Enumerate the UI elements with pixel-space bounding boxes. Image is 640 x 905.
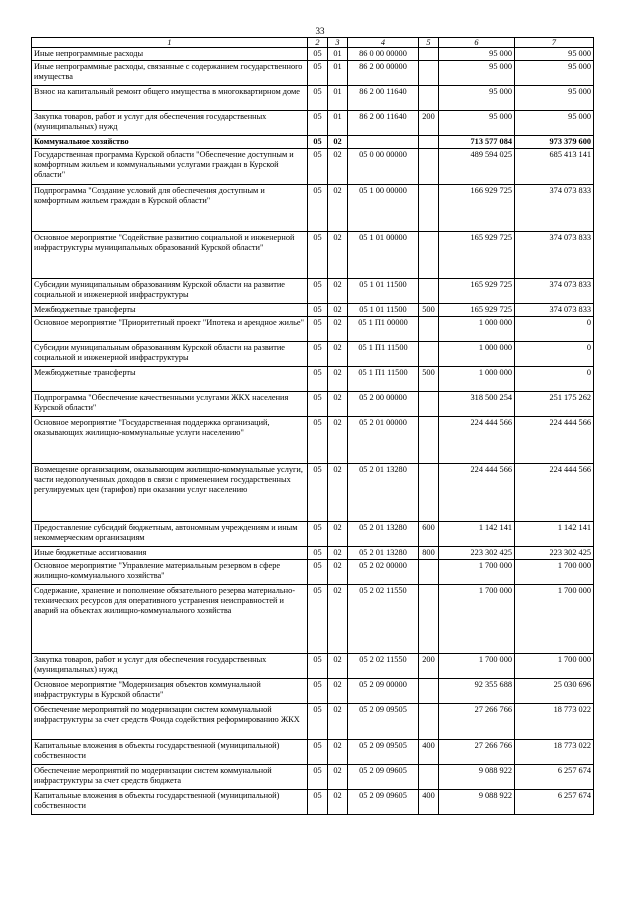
row-amount-2: 374 073 833	[515, 185, 594, 232]
table-row	[32, 317, 594, 342]
table-row	[32, 136, 594, 149]
row-expense-type	[419, 585, 439, 654]
row-amount-1: 224 444 566	[439, 417, 515, 464]
row-subsection: 01	[328, 86, 348, 111]
row-amount-1: 318 500 254	[439, 392, 515, 417]
row-section: 05	[308, 560, 328, 585]
row-target-article: 05 1 00 00000	[348, 185, 419, 232]
row-amount-2: 374 073 833	[515, 304, 594, 317]
row-section: 05	[308, 149, 328, 185]
table-row	[32, 704, 594, 740]
row-target-article: 05 2 02 11550	[348, 654, 419, 679]
row-subsection: 02	[328, 317, 348, 342]
row-section: 05	[308, 547, 328, 560]
row-subsection: 02	[328, 279, 348, 304]
row-amount-1: 165 929 725	[439, 232, 515, 279]
table-row	[32, 765, 594, 790]
row-name: Иные непрограммные расходы	[32, 48, 308, 61]
row-section: 05	[308, 765, 328, 790]
row-amount-1: 224 444 566	[439, 464, 515, 522]
row-amount-2: 95 000	[515, 61, 594, 86]
row-amount-2: 251 175 262	[515, 392, 594, 417]
row-section: 05	[308, 522, 328, 547]
row-subsection: 02	[328, 679, 348, 704]
row-amount-1: 1 000 000	[439, 317, 515, 342]
row-subsection: 02	[328, 185, 348, 232]
row-amount-1: 95 000	[439, 61, 515, 86]
row-subsection: 02	[328, 149, 348, 185]
column-header: 5	[419, 38, 439, 48]
row-expense-type: 200	[419, 111, 439, 136]
row-section: 05	[308, 464, 328, 522]
row-section: 05	[308, 392, 328, 417]
row-subsection: 02	[328, 704, 348, 740]
row-target-article: 86 2 00 11640	[348, 86, 419, 111]
row-amount-2: 1 700 000	[515, 560, 594, 585]
row-subsection: 02	[328, 232, 348, 279]
row-expense-type: 400	[419, 740, 439, 765]
table-row	[32, 790, 594, 815]
table-row	[32, 342, 594, 367]
row-name: Капитальные вложения в объекты государственной (муниципальной) собственности	[32, 740, 308, 765]
row-expense-type: 500	[419, 304, 439, 317]
column-header: 7	[515, 38, 594, 48]
row-subsection: 02	[328, 585, 348, 654]
row-target-article: 05 1 П1 11500	[348, 342, 419, 367]
table-row	[32, 679, 594, 704]
row-target-article: 05 2 02 00000	[348, 560, 419, 585]
row-name: Субсидии муниципальным образованиям Курской области на развитие социальной и инженерной инфраструктуры	[32, 342, 308, 367]
table-row	[32, 560, 594, 585]
table-row	[32, 522, 594, 547]
column-header: 1	[32, 38, 308, 48]
table-row	[32, 185, 594, 232]
row-section: 05	[308, 185, 328, 232]
row-target-article: 05 2 09 00000	[348, 679, 419, 704]
row-amount-2: 6 257 674	[515, 765, 594, 790]
row-target-article: 86 0 00 00000	[348, 48, 419, 61]
row-section: 05	[308, 740, 328, 765]
row-expense-type: 200	[419, 654, 439, 679]
budget-table	[31, 37, 594, 815]
row-section: 05	[308, 417, 328, 464]
row-amount-2: 224 444 566	[515, 417, 594, 464]
row-expense-type	[419, 232, 439, 279]
table-row	[32, 367, 594, 392]
row-expense-type: 600	[419, 522, 439, 547]
row-target-article	[348, 136, 419, 149]
column-header: 2	[308, 38, 328, 48]
row-amount-2: 223 302 425	[515, 547, 594, 560]
table-row	[32, 48, 594, 61]
row-subsection: 02	[328, 304, 348, 317]
row-name: Обеспечение мероприятий по модернизации систем коммунальной инфраструктуры за счет средств бюджета	[32, 765, 308, 790]
table-row	[32, 304, 594, 317]
row-amount-2: 1 700 000	[515, 585, 594, 654]
row-amount-1: 95 000	[439, 86, 515, 111]
row-expense-type	[419, 464, 439, 522]
row-section: 05	[308, 232, 328, 279]
row-name: Закупка товаров, работ и услуг для обеспечения государственных (муниципальных) нужд	[32, 111, 308, 136]
row-name: Основное мероприятие "Управление материальным резервом в сфере жилищно-коммунального хозяйства"	[32, 560, 308, 585]
row-subsection: 02	[328, 547, 348, 560]
row-target-article: 86 2 00 11640	[348, 111, 419, 136]
row-target-article: 05 0 00 00000	[348, 149, 419, 185]
row-amount-1: 489 594 025	[439, 149, 515, 185]
row-name: Межбюджетные трансферты	[32, 304, 308, 317]
row-target-article: 05 1 01 00000	[348, 232, 419, 279]
row-section: 05	[308, 111, 328, 136]
row-target-article: 05 2 01 13280	[348, 522, 419, 547]
row-amount-2: 224 444 566	[515, 464, 594, 522]
row-target-article: 05 2 09 09605	[348, 790, 419, 815]
row-amount-1: 1 142 141	[439, 522, 515, 547]
row-amount-1: 1 000 000	[439, 342, 515, 367]
row-name: Основное мероприятие "Содействие развитию социальной и инженерной инфраструктуры муниципальных образований Курской области"	[32, 232, 308, 279]
row-amount-2: 18 773 022	[515, 740, 594, 765]
row-name: Возмещение организациям, оказывающим жилищно-коммунальные услуги, части недополученных доходов в связи с применением государственных регулируемых цен (тарифов) при оказании услуг населению	[32, 464, 308, 522]
row-amount-1: 165 929 725	[439, 304, 515, 317]
row-amount-2: 0	[515, 317, 594, 342]
row-section: 05	[308, 317, 328, 342]
row-amount-2: 973 379 600	[515, 136, 594, 149]
row-section: 05	[308, 136, 328, 149]
row-target-article: 05 2 02 11550	[348, 585, 419, 654]
table-row	[32, 392, 594, 417]
column-header: 3	[328, 38, 348, 48]
row-amount-2: 374 073 833	[515, 279, 594, 304]
row-subsection: 02	[328, 136, 348, 149]
row-name: Иные бюджетные ассигнования	[32, 547, 308, 560]
row-expense-type	[419, 279, 439, 304]
row-subsection: 02	[328, 522, 348, 547]
row-section: 05	[308, 704, 328, 740]
row-expense-type: 800	[419, 547, 439, 560]
row-target-article: 05 2 09 09505	[348, 740, 419, 765]
row-expense-type: 400	[419, 790, 439, 815]
row-target-article: 05 1 01 11500	[348, 304, 419, 317]
row-name: Взнос на капитальный ремонт общего имущества в многоквартирном доме	[32, 86, 308, 111]
row-subsection: 02	[328, 790, 348, 815]
row-amount-2: 1 700 000	[515, 654, 594, 679]
row-amount-1: 1 700 000	[439, 654, 515, 679]
row-target-article: 05 2 00 00000	[348, 392, 419, 417]
row-section: 05	[308, 585, 328, 654]
row-subsection: 02	[328, 342, 348, 367]
row-name: Подпрограмма "Обеспечение качественными услугами ЖКХ населения Курской области"	[32, 392, 308, 417]
row-target-article: 05 2 01 13280	[348, 547, 419, 560]
row-name: Субсидии муниципальным образованиям Курской области на развитие социальной и инженерной инфраструктуры	[32, 279, 308, 304]
header-row	[32, 38, 594, 48]
column-header: 4	[348, 38, 419, 48]
row-name: Содержание, хранение и пополнение обязательного резерва материально-технических ресурсов для оперативного устранения неисправностей и аварий на объектах жилищно-коммунального хозяйства	[32, 585, 308, 654]
row-amount-2: 1 142 141	[515, 522, 594, 547]
row-expense-type	[419, 765, 439, 790]
row-amount-1: 92 355 688	[439, 679, 515, 704]
row-name: Иные непрограммные расходы, связанные с содержанием государственного имущества	[32, 61, 308, 86]
row-target-article: 05 1 П1 00000	[348, 317, 419, 342]
row-section: 05	[308, 86, 328, 111]
row-target-article: 05 2 09 09605	[348, 765, 419, 790]
row-amount-1: 27 266 766	[439, 704, 515, 740]
row-expense-type	[419, 48, 439, 61]
table-row	[32, 654, 594, 679]
row-amount-2: 374 073 833	[515, 232, 594, 279]
row-amount-2: 95 000	[515, 111, 594, 136]
row-expense-type	[419, 704, 439, 740]
row-name: Обеспечение мероприятий по модернизации систем коммунальной инфраструктуры за счет средств Фонда содействия реформированию ЖКХ	[32, 704, 308, 740]
table-row	[32, 417, 594, 464]
row-amount-1: 1 000 000	[439, 367, 515, 392]
row-amount-2: 95 000	[515, 48, 594, 61]
row-amount-1: 223 302 425	[439, 547, 515, 560]
row-expense-type	[419, 417, 439, 464]
row-subsection: 02	[328, 464, 348, 522]
row-expense-type	[419, 560, 439, 585]
row-name: Подпрограмма "Создание условий для обеспечения доступным и комфортным жильем граждан в Курской области"	[32, 185, 308, 232]
row-name: Государственная программа Курской области "Обеспечение доступным и комфортным жильем и коммунальными услугами граждан в Курской области"	[32, 149, 308, 185]
table-row	[32, 61, 594, 86]
row-amount-1: 9 088 922	[439, 765, 515, 790]
row-target-article: 05 2 09 09505	[348, 704, 419, 740]
row-subsection: 02	[328, 367, 348, 392]
row-amount-2: 0	[515, 367, 594, 392]
row-amount-2: 6 257 674	[515, 790, 594, 815]
row-expense-type	[419, 149, 439, 185]
table-row	[32, 279, 594, 304]
row-subsection: 02	[328, 392, 348, 417]
row-section: 05	[308, 367, 328, 392]
row-section: 05	[308, 61, 328, 86]
row-target-article: 05 1 01 11500	[348, 279, 419, 304]
row-expense-type: 500	[419, 367, 439, 392]
row-amount-1: 95 000	[439, 111, 515, 136]
row-amount-1: 166 929 725	[439, 185, 515, 232]
row-subsection: 02	[328, 740, 348, 765]
row-section: 05	[308, 654, 328, 679]
row-name: Основное мероприятие "Государственная поддержка организаций, оказывающих жилищно-коммунальные услуги населению"	[32, 417, 308, 464]
row-target-article: 05 2 01 13280	[348, 464, 419, 522]
row-expense-type	[419, 136, 439, 149]
row-section: 05	[308, 679, 328, 704]
row-expense-type	[419, 185, 439, 232]
table-row	[32, 585, 594, 654]
row-name: Капитальные вложения в объекты государственной (муниципальной) собственности	[32, 790, 308, 815]
table-row	[32, 232, 594, 279]
table-row	[32, 547, 594, 560]
row-section: 05	[308, 304, 328, 317]
row-section: 05	[308, 342, 328, 367]
row-amount-1: 27 266 766	[439, 740, 515, 765]
row-section: 05	[308, 790, 328, 815]
column-header: 6	[439, 38, 515, 48]
row-expense-type	[419, 342, 439, 367]
row-name: Основное мероприятие "Приоритетный проект "Ипотека и арендное жилье"	[32, 317, 308, 342]
row-amount-1: 713 577 084	[439, 136, 515, 149]
table-row	[32, 111, 594, 136]
row-expense-type	[419, 86, 439, 111]
row-name: Основное мероприятие "Модернизация объектов коммунальной инфраструктуры в Курской области"	[32, 679, 308, 704]
row-subsection: 02	[328, 654, 348, 679]
row-section: 05	[308, 48, 328, 61]
row-name: Закупка товаров, работ и услуг для обеспечения государственных (муниципальных) нужд	[32, 654, 308, 679]
row-amount-1: 1 700 000	[439, 585, 515, 654]
row-expense-type	[419, 392, 439, 417]
row-amount-2: 685 413 141	[515, 149, 594, 185]
page-number: 33	[315, 26, 325, 36]
row-name: Предоставление субсидий бюджетным, автономным учреждениям и иным некоммерческим организациям	[32, 522, 308, 547]
row-subsection: 01	[328, 48, 348, 61]
row-amount-1: 9 088 922	[439, 790, 515, 815]
row-expense-type	[419, 317, 439, 342]
row-amount-2: 95 000	[515, 86, 594, 111]
row-target-article: 86 2 00 00000	[348, 61, 419, 86]
table-row	[32, 86, 594, 111]
row-expense-type	[419, 61, 439, 86]
table-row	[32, 740, 594, 765]
row-amount-1: 165 929 725	[439, 279, 515, 304]
row-amount-1: 95 000	[439, 48, 515, 61]
row-subsection: 01	[328, 61, 348, 86]
row-expense-type	[419, 679, 439, 704]
row-section: 05	[308, 279, 328, 304]
table-row	[32, 149, 594, 185]
row-amount-1: 1 700 000	[439, 560, 515, 585]
row-subsection: 02	[328, 560, 348, 585]
row-subsection: 01	[328, 111, 348, 136]
row-target-article: 05 2 01 00000	[348, 417, 419, 464]
row-name: Коммунальное хозяйство	[32, 136, 308, 149]
table-row	[32, 464, 594, 522]
row-amount-2: 0	[515, 342, 594, 367]
row-amount-2: 25 030 696	[515, 679, 594, 704]
row-name: Межбюджетные трансферты	[32, 367, 308, 392]
row-target-article: 05 1 П1 11500	[348, 367, 419, 392]
row-subsection: 02	[328, 765, 348, 790]
row-amount-2: 18 773 022	[515, 704, 594, 740]
row-subsection: 02	[328, 417, 348, 464]
